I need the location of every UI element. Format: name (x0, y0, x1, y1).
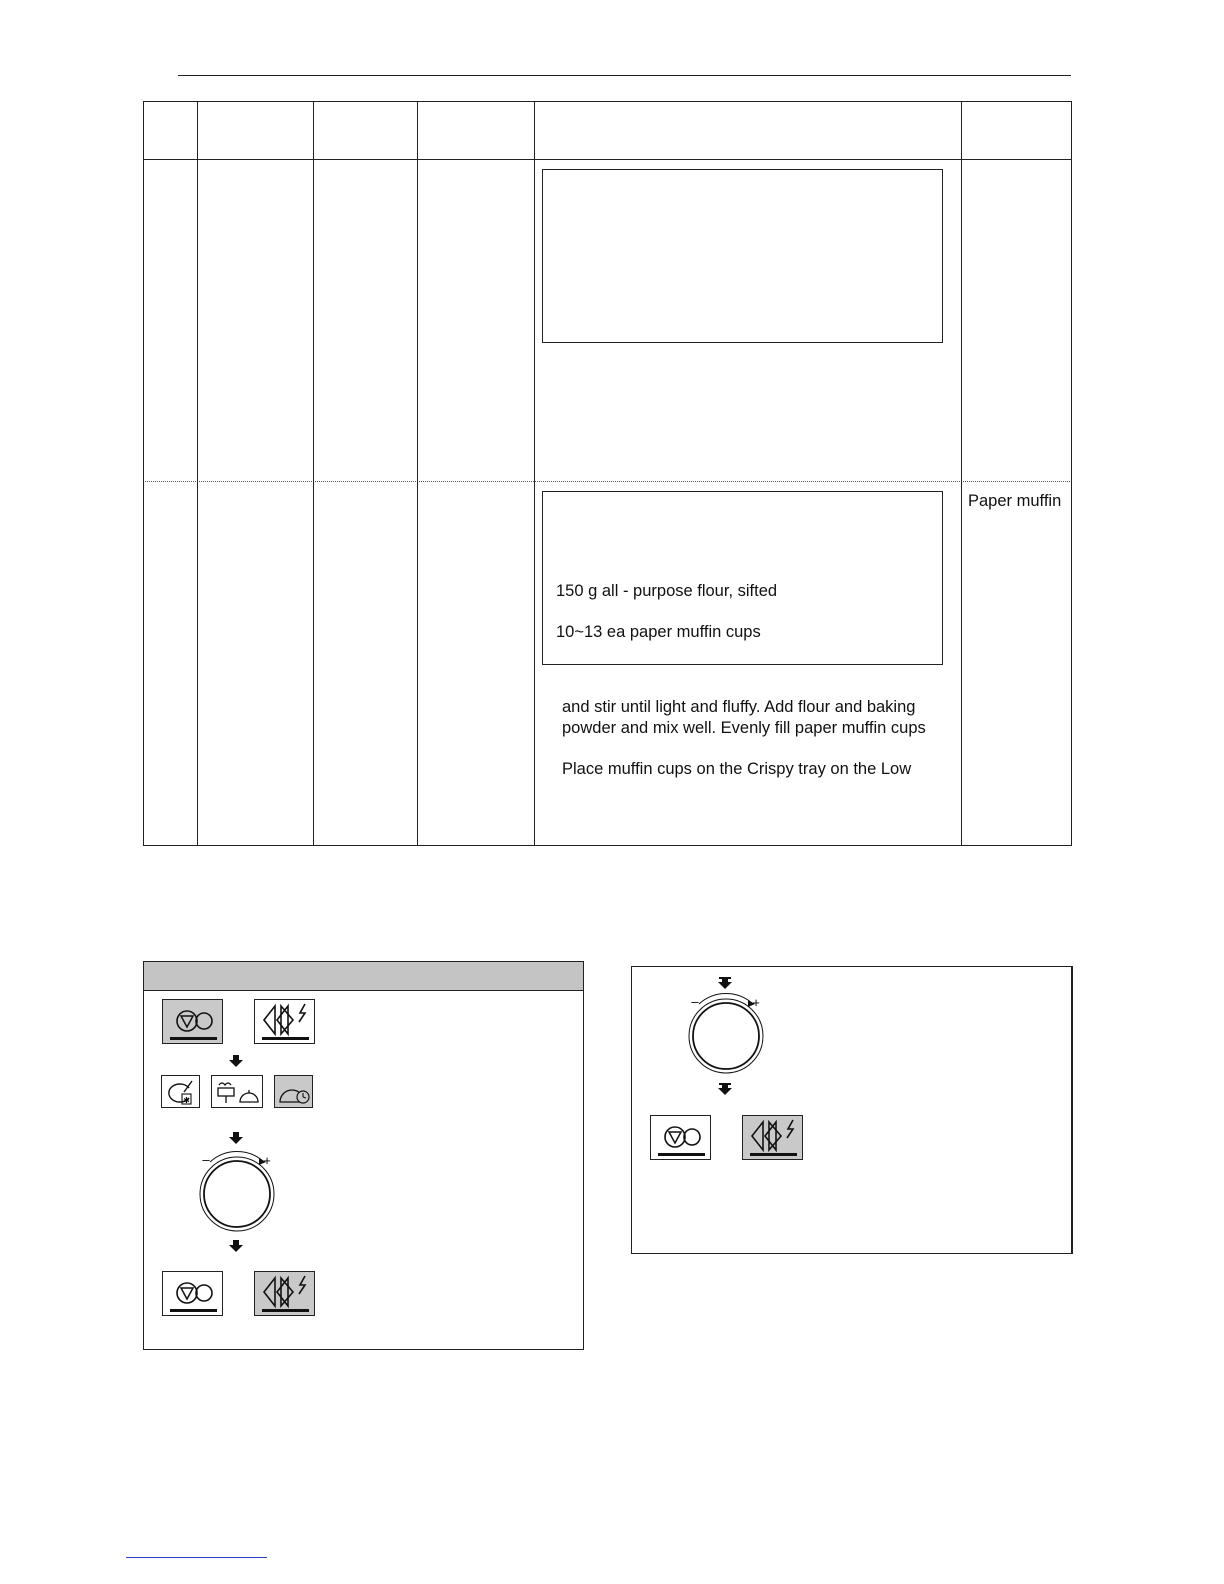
table-col-line-1 (197, 101, 198, 846)
combi-timer-icon (275, 1076, 314, 1109)
arrow-down-icon (718, 1083, 732, 1097)
start-microwave-button[interactable] (254, 1271, 315, 1316)
auto-cook-button[interactable] (211, 1075, 263, 1108)
start-stop-button[interactable] (162, 999, 223, 1044)
table-col-line-2 (313, 101, 314, 846)
dial-minus-label: – (202, 1152, 210, 1167)
arrow-down-icon (229, 1240, 243, 1254)
start-microwave-button[interactable] (742, 1115, 803, 1160)
start-stop-button[interactable] (162, 1271, 223, 1316)
table-header-divider (143, 159, 1072, 160)
combi-timer-button[interactable] (274, 1075, 313, 1108)
ingredients-box-row1 (542, 169, 943, 343)
table-col-line-0 (143, 101, 144, 846)
footer-link-underline (126, 1557, 267, 1558)
table-row-divider (143, 481, 1072, 482)
table-col-line-3 (417, 101, 418, 846)
instruction-line: powder and mix well. Evenly fill paper muffin cups (562, 719, 926, 737)
dial-plus-label: + (752, 995, 760, 1010)
start-stop-icon (651, 1116, 712, 1161)
start-microwave-icon (743, 1116, 804, 1161)
jog-dial-icon[interactable] (195, 1148, 279, 1234)
instruction-line: and stir until light and fluffy. Add flour and baking (562, 698, 916, 716)
instruction-line: Place muffin cups on the Crispy tray on the Low (562, 760, 912, 778)
table-col-line-6 (1071, 101, 1072, 846)
arrow-down-icon (718, 977, 732, 991)
auto-defrost-icon (162, 1076, 201, 1109)
dial-minus-label: – (691, 994, 699, 1009)
table-bottom-border (143, 845, 1072, 846)
start-stop-icon (163, 1000, 224, 1045)
start-microwave-icon (255, 1000, 316, 1045)
ingredient-line: 150 g all - purpose flour, sifted (556, 582, 778, 600)
auto-cook-icon (212, 1076, 264, 1109)
start-stop-button[interactable] (650, 1115, 711, 1160)
panel-header-bar (144, 962, 583, 991)
start-stop-icon (163, 1272, 224, 1317)
dial-plus-label: + (263, 1153, 271, 1168)
table-col-line-4 (534, 101, 535, 846)
table-col-line-5 (961, 101, 962, 846)
ingredient-line: 10~13 ea paper muffin cups (556, 623, 761, 641)
start-microwave-button[interactable] (254, 999, 315, 1044)
notes-cell-row2: Paper muffin (968, 492, 1062, 510)
ingredients-box-row2 (542, 491, 943, 665)
arrow-down-icon (229, 1055, 243, 1069)
arrow-down-icon (229, 1132, 243, 1146)
auto-defrost-button[interactable] (161, 1075, 200, 1108)
jog-dial-icon[interactable] (684, 990, 768, 1076)
table-top-border (143, 101, 1072, 102)
start-microwave-icon (255, 1272, 316, 1317)
svg-text:✱: ✱ (183, 1096, 190, 1105)
header-rule (178, 75, 1071, 76)
